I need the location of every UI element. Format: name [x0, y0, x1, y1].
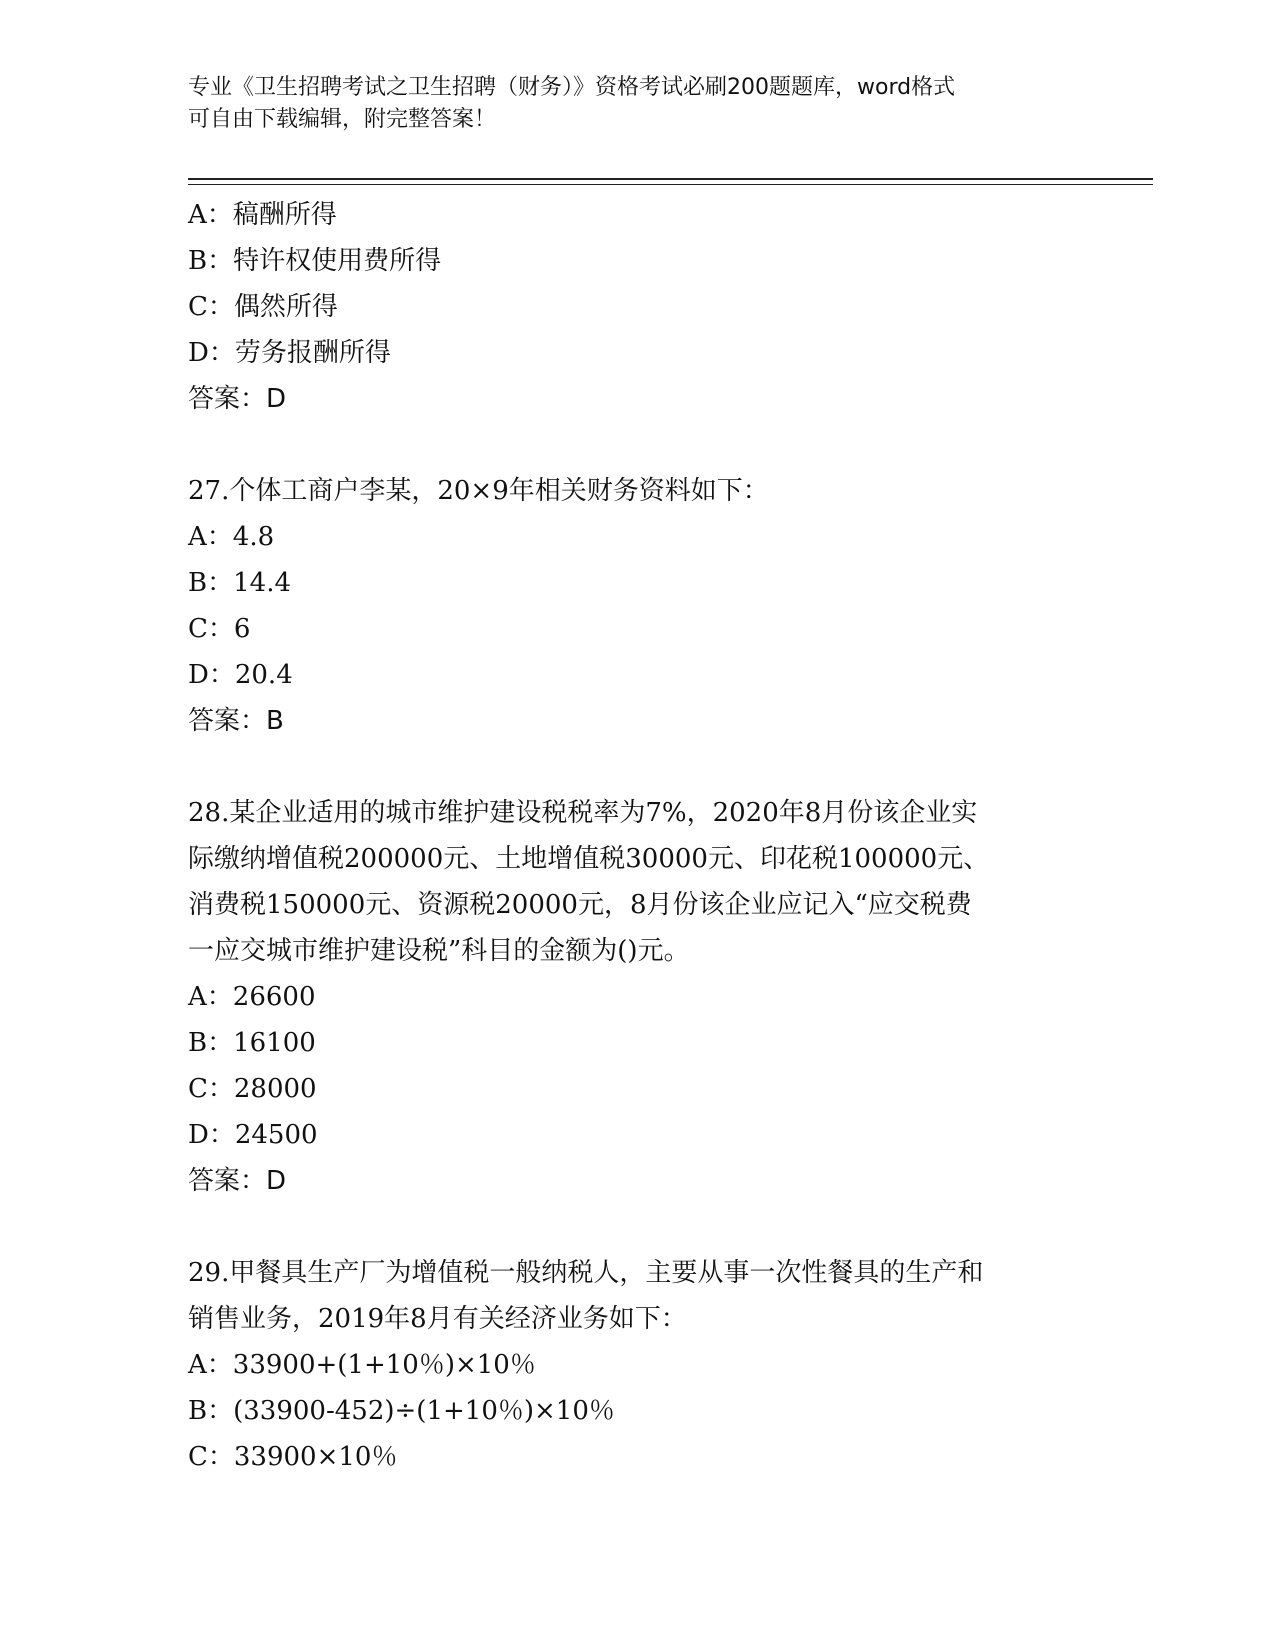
option-c: C：28000 [188, 1074, 317, 1104]
question-stem-line-2: 际缴纳增值税200000元、土地增值税30000元、印花税100000元、 [188, 844, 990, 874]
question-stem-line-2: 销售业务，2019年8月有关经济业务如下： [188, 1304, 687, 1334]
option-c: C：33900×10％ [188, 1442, 398, 1472]
option-a: A：稿酬所得 [188, 200, 337, 230]
option-d: D：20.4 [188, 660, 293, 690]
option-d: D：劳务报酬所得 [188, 338, 391, 368]
answer: 答案：D [188, 1166, 287, 1196]
option-b: B：(33900-452)÷(1+10％)×10％ [188, 1396, 615, 1426]
question-29 [188, 1250, 1088, 1480]
question-stem-line-1: 29.甲餐具生产厂为增值税一般纳税人，主要从事一次性餐具的生产和 [188, 1258, 984, 1288]
question-stem: 27.个体工商户李某，20×9年相关财务资料如下： [188, 476, 769, 506]
document-header [188, 72, 1068, 136]
option-b: B：14.4 [188, 568, 291, 598]
answer: 答案：B [188, 706, 284, 736]
question-list [188, 192, 1088, 1480]
question-stem-line-3: 消费税150000元、资源税20000元，8月份该企业应记入“应交税费 [188, 890, 972, 920]
answer: 答案：D [188, 384, 287, 414]
question-26 [188, 192, 1088, 422]
header-rule-thick [188, 178, 1153, 180]
option-a: A：33900+(1+10％)×10％ [188, 1350, 536, 1380]
question-stem-line-4: 一应交城市维护建设税”科目的金额为()元。 [188, 936, 690, 966]
option-b: B：16100 [188, 1028, 316, 1058]
option-b: B：特许权使用费所得 [188, 246, 442, 276]
question-stem-line-1: 28.某企业适用的城市维护建设税税率为7%，2020年8月份该企业实 [188, 798, 978, 828]
header-line-2: 可自由下载编辑，附完整答案！ [188, 107, 497, 132]
header-line-1: 专业《卫生招聘考试之卫生招聘（财务）》资格考试必刷200题题库，word格式 [188, 75, 956, 100]
question-28 [188, 790, 1088, 1204]
header-rule-thin [188, 184, 1153, 185]
option-a: A：26600 [188, 982, 316, 1012]
option-c: C：偶然所得 [188, 292, 338, 322]
option-a: A：4.8 [188, 522, 275, 552]
option-d: D：24500 [188, 1120, 318, 1150]
option-c: C：6 [188, 614, 251, 644]
question-27 [188, 468, 1088, 744]
